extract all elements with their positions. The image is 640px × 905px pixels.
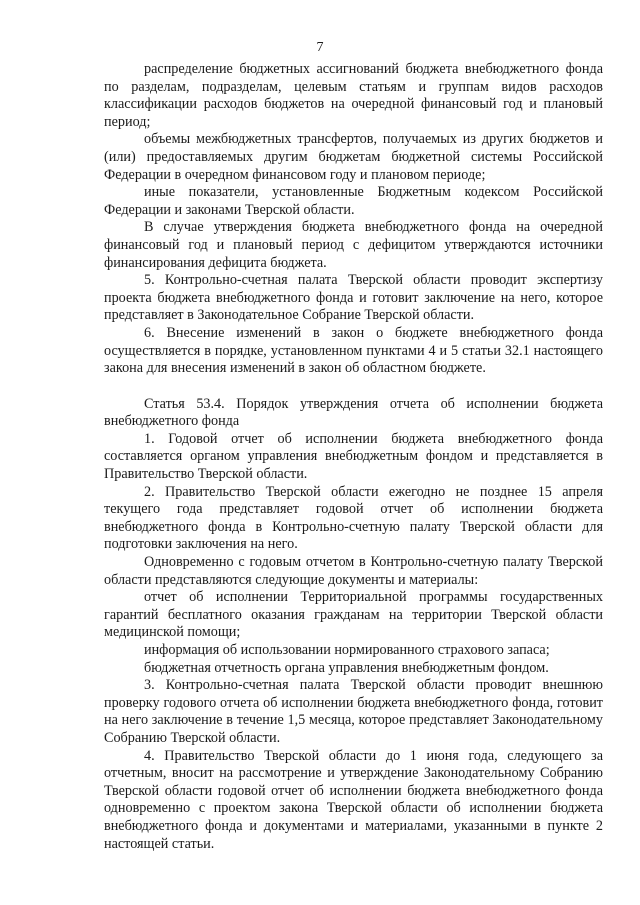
article-paragraph: бюджетная отчетность органа управления внебюджетным фондом. [144,659,549,676]
article-paragraph: 4. Правительство Тверской области до 1 июня года, следующего за отчетным, вносит на рассмотрение и утверждение Законодательному Собранию Тверской области годовой отчет об исполнении бюджета внебюджетного фонда одновременно с проектом закона Тверской области об исполнении бюджета внебюджетного фонда и документами и материалами, указанными в пункте 2 настоящей статьи. [104,747,603,852]
page-number: 7 [316,40,324,55]
document-body [104,61,603,853]
paragraph: иные показатели, установленные Бюджетным кодексом Российской Федерации и законами Тверской области. [104,184,603,218]
article-paragraph: информация об использовании нормированного страхового запаса; [144,642,550,658]
paragraph: 5. Контрольно-счетная палата Тверской области проводит экспертизу проекта бюджета внебюджетного фонда и готовит заключение на него, которое представляет в Законодательное Собрание Тверской области. [104,272,603,324]
paragraph: распределение бюджетных ассигнований бюджета внебюджетного фонда по разделам, подразделам, целевым статьям и группам видов расходов классификации расходов бюджетов на очередной финансовый год и плановый период; [104,61,603,130]
paragraph: В случае утверждения бюджета внебюджетного фонда на очередной финансовый год и плановый период с дефицитом утверждаются источники финансирования дефицита бюджета. [104,219,603,271]
paragraph: 6. Внесение изменений в закон о бюджете внебюджетного фонда осуществляется в порядке, установленном пунктами 4 и 5 статьи 32.1 настоящего закона для внесения изменений в закон об областном бюджете. [104,324,603,377]
article-title: Статья 53.4. Порядок утверждения отчета об исполнении бюджета внебюджетного фонда [104,395,603,430]
article-paragraph: отчет об исполнении Территориальной программы государственных гарантий бесплатного оказания гражданам на территории Тверской области медицинской помощи; [104,589,603,641]
article-paragraph: 2. Правительство Тверской области ежегодно не позднее 15 апреля текущего года представляет годовой отчет об исполнении бюджета внебюджетного фонда в Контрольно-счетную палату Тверской области для подготовки заключения на него. [104,483,603,553]
article-paragraph: Одновременно с годовым отчетом в Контрольно-счетную палату Тверской области представляются следующие документы и материалы: [104,554,603,588]
article-paragraph: 1. Годовой отчет об исполнении бюджета внебюджетного фонда составляется органом управления внебюджетным фондом и представляется в Правительство Тверской области. [104,430,603,483]
article-paragraph: 3. Контрольно-счетная палата Тверской области проводит внешнюю проверку годового отчета об исполнении бюджета внебюджетного фонда, готовит на него заключение в течение 1,5 месяца, которое представляет Законодательному Собранию Тверской области. [104,677,603,746]
paragraph: объемы межбюджетных трансфертов, получаемых из других бюджетов и (или) предоставляемых другим бюджетам бюджетной системы Российской Федерации в очередном финансовом году и плановом периоде; [104,131,603,183]
